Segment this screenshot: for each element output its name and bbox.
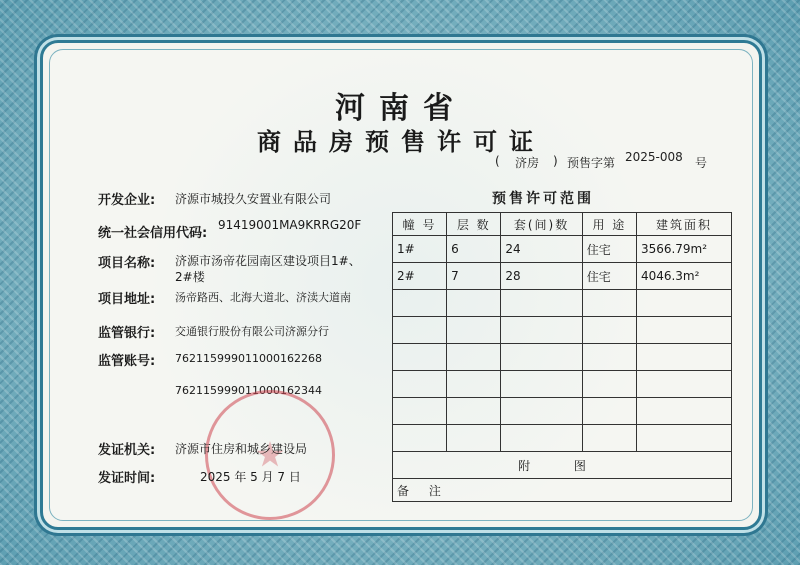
header-floors: 层 数 xyxy=(447,213,501,236)
remark-row xyxy=(393,479,732,502)
cell-area: 3566.79m² xyxy=(636,236,731,263)
project-label: 项目名称: xyxy=(98,256,156,271)
table-row xyxy=(393,371,732,398)
permit-scope-table xyxy=(392,212,732,502)
developer-value: 济源市城投久安置业有限公司 xyxy=(175,192,332,206)
header-units: 套(间)数 xyxy=(501,213,582,236)
certificate-border xyxy=(40,40,762,530)
credit-code-value: 91419001MA9KRRG20F xyxy=(218,218,362,232)
cell-units: 28 xyxy=(501,263,582,290)
cell-area: 4046.3m² xyxy=(636,263,731,290)
account-value-2: 762115999011000162344 xyxy=(175,384,322,397)
account-value-1: 762115999011000162268 xyxy=(175,352,322,365)
developer-label: 开发企业: xyxy=(98,193,156,208)
province-title: 河南省 xyxy=(335,91,467,126)
cert-suffix: 号 xyxy=(695,156,708,170)
table-header-row xyxy=(393,213,732,236)
project-value-line2: 2#楼 xyxy=(175,270,205,284)
issue-date-value: 2025 年 5 月 7 日 xyxy=(200,470,301,484)
cell-building: 2# xyxy=(393,263,447,290)
address-value: 汤帝路西、北海大道北、济渎大道南 xyxy=(175,291,351,304)
cell-usage: 住宅 xyxy=(582,263,636,290)
address-label: 项目地址: xyxy=(98,292,156,307)
cert-number-value: 2025-008 xyxy=(625,150,683,164)
table-row xyxy=(393,425,732,452)
scope-title: 预售许可范围 xyxy=(492,191,594,207)
header-area: 建筑面积 xyxy=(636,213,731,236)
cert-open-paren: ( xyxy=(495,154,500,168)
bank-value: 交通银行股份有限公司济源分行 xyxy=(175,325,329,338)
cert-label: 预售字第 xyxy=(567,156,616,170)
cell-floors: 6 xyxy=(447,236,501,263)
header-usage: 用 途 xyxy=(582,213,636,236)
issue-date-label: 发证时间: xyxy=(98,471,156,486)
account-label: 监管账号: xyxy=(98,354,156,369)
table-row xyxy=(393,290,732,317)
attachment-row xyxy=(393,452,732,479)
cert-city: 济房 xyxy=(515,156,540,170)
header-building: 幢 号 xyxy=(393,213,447,236)
table-row xyxy=(393,236,732,263)
project-value-line1: 济源市汤帝花园南区建设项目1#、 xyxy=(175,254,361,268)
certificate-body xyxy=(49,49,753,521)
cell-building: 1# xyxy=(393,236,447,263)
issuer-value: 济源市住房和城乡建设局 xyxy=(175,442,308,456)
document-title: 商品房预售许可证 xyxy=(257,127,545,156)
bank-label: 监管银行: xyxy=(98,326,156,341)
cell-usage: 住宅 xyxy=(582,236,636,263)
table-row xyxy=(393,263,732,290)
table-row xyxy=(393,317,732,344)
credit-code-label: 统一社会信用代码: xyxy=(98,226,208,241)
table-row xyxy=(393,398,732,425)
cell-floors: 7 xyxy=(447,263,501,290)
table-row xyxy=(393,344,732,371)
cell-units: 24 xyxy=(501,236,582,263)
cert-close-paren: ) xyxy=(553,154,558,168)
issuer-label: 发证机关: xyxy=(98,443,156,458)
attachment-label: 附 图 xyxy=(393,452,732,479)
remark-label: 备 注 xyxy=(393,479,732,502)
